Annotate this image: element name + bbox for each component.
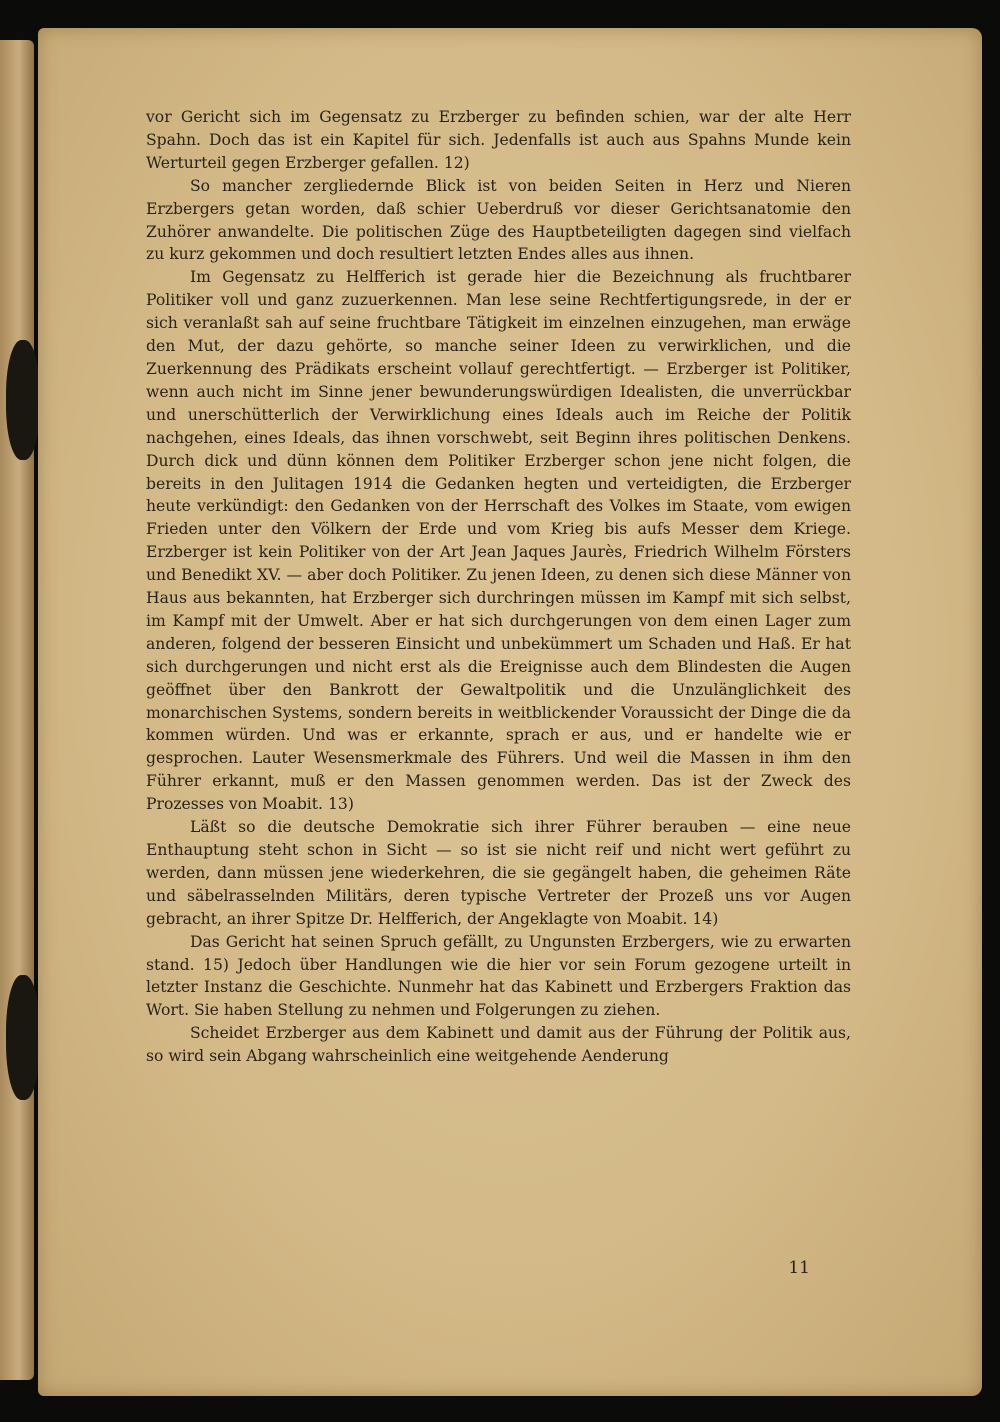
paragraph: So mancher zergliedernde Blick ist von beiden Seiten in Herz und Nieren Erzbergers getan worden, daß schier Ueberdruß vor dieser Gerichtsanatomie den Zuhörer anwandelte. Die politischen Züge des Hauptbeteiligten dagegen sind vielfach zu kurz gekommen und doch resultiert letzten Endes alles aus ihnen.	[146, 176, 851, 264]
binding-hole-upper	[6, 340, 40, 460]
paragraph: Scheidet Erzberger aus dem Kabinett und damit aus der Führung der Politik aus, so wird sein Abgang wahrscheinlich eine weitgehende Aenderung	[146, 1024, 851, 1066]
facing-page-edge	[0, 40, 34, 1380]
book-page	[38, 28, 982, 1396]
body-text	[146, 106, 851, 1068]
page-number: 11	[788, 1258, 810, 1278]
paragraph: Läßt so die deutsche Demokratie sich ihrer Führer berauben — eine neue Enthauptung steht schon in Sicht — so ist sie nicht reif und nicht wert geführt zu werden, dann müssen jene wiederkehren, die sie gegängelt haben, die geheimen Räte und säbelrasselnden Militärs, deren typische Vertreter der Prozeß uns vor Augen gebracht, an ihrer Spitze Dr. Helfferich, der Angeklagte von Moabit. 14)	[146, 818, 851, 928]
binding-hole-lower	[6, 975, 40, 1100]
paragraph: vor Gericht sich im Gegensatz zu Erzberger zu befinden schien, war der alte Herr Spahn. Doch das ist ein Kapitel für sich. Jedenfalls ist auch aus Spahns Munde kein Werturteil gegen Erzberger gefallen. 12)	[146, 108, 851, 172]
paragraph: Das Gericht hat seinen Spruch gefällt, zu Ungunsten Erzbergers, wie zu erwarten stand. 15) Jedoch über Handlungen wie die hier vor sein Forum gezogene urteilt in letzter Instanz die Geschichte. Nunmehr hat das Kabinett und Erzbergers Fraktion das Wort. Sie haben Stellung zu nehmen und Folgerungen zu ziehen.	[146, 932, 851, 1020]
paragraph: Im Gegensatz zu Helfferich ist gerade hier die Bezeichnung als fruchtbarer Politiker voll und ganz zuzuerkennen. Man lese seine Rechtfertigungsrede, in der er sich veranlaßt sah auf seine fruchtbare Tätigkeit im einzelnen einzugehen, man erwäge den Mut, der dazu gehörte, so manche seiner Ideen zu verwirklichen, und die Zuerkennung des Prädikats erscheint vollauf gerechtfertigt. — Erzberger ist Politiker, wenn auch nicht im Sinne jener bewunderungswürdigen Idealisten, die unverrückbar und unerschütterlich der Verwirklichung eines Ideals auch im Reiche der Politik nachgehen, eines Ideals, das ihnen vorschwebt, seit Beginn ihres politischen Denkens. Durch dick und dünn können dem Politiker Erzberger schon jene nicht folgen, die bereits in den Julitagen 1914 die Gedanken hegten und verteidigten, die Erzberger heute verkündigt: den Gedanken von der Herrschaft des Volkes im Staate, vom ewigen Frieden unter den Völkern der Erde und vom Krieg bis aufs Messer dem Kriege. Erzberger ist kein Politiker von der Art Jean Jaques Jaurès, Friedrich Wilhelm Försters und Benedikt XV. — aber doch Politiker. Zu jenen Ideen, zu denen sich diese Männer von Haus aus bekannten, hat Erzberger sich durchringen müssen im Kampf mit sich selbst, im Kampf mit der Umwelt. Aber er hat sich durchgerungen von dem einen Lager zum anderen, folgend der besseren Einsicht und unbekümmert um Schaden und Haß. Er hat sich durchgerungen und nicht erst als die Ereignisse auch dem Blindesten die Augen geöffnet über den Bankrott der Gewaltpolitik und die Unzulänglichkeit des monarchischen Systems, sondern bereits in weitblickender Voraussicht der Dinge die da kommen würden. Und was er erkannte, sprach er aus, und er handelte wie er gesprochen. Lauter Wesensmerkmale des Führers. Und weil die Massen in ihm den Führer erkannt, muß er den Massen genommen werden. Das ist der Zweck des Prozesses von Moabit. 13)	[146, 268, 851, 814]
